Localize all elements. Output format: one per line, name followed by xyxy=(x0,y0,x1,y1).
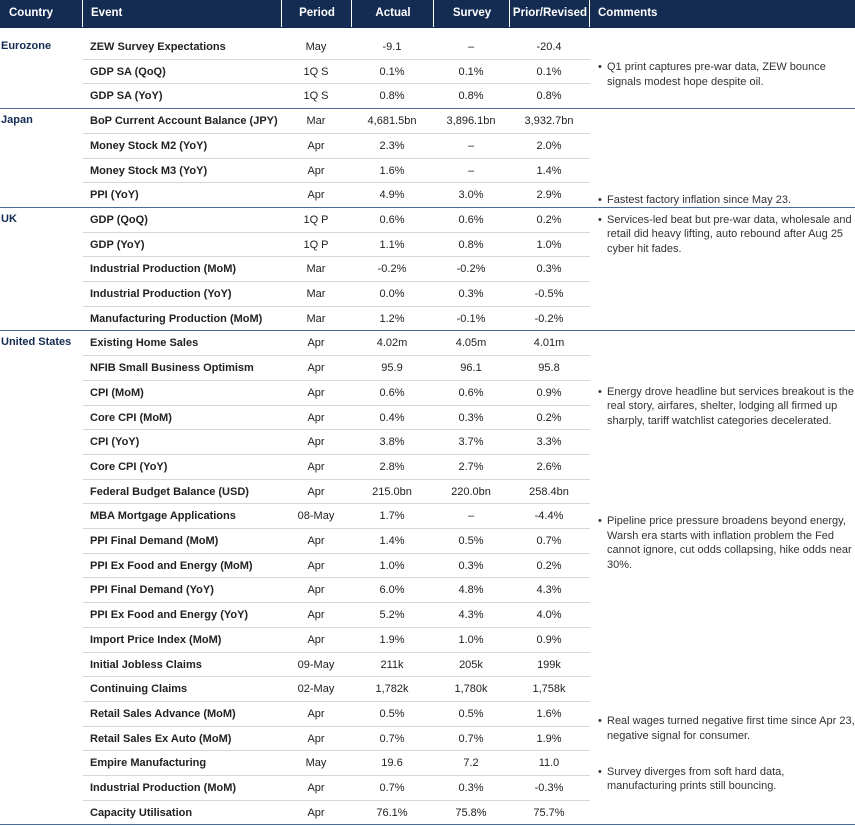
header-divider xyxy=(82,0,83,27)
period-cell: Mar xyxy=(306,312,326,325)
period-cell: 1Q P xyxy=(303,213,329,226)
event-cell: GDP (YoY) xyxy=(90,238,145,251)
survey-cell: 0.3% xyxy=(458,288,484,300)
actual-cell: 0.7% xyxy=(379,732,405,745)
event-cell: Industrial Production (MoM) xyxy=(90,782,237,794)
prior-revised-cell: 1,758k xyxy=(532,683,566,696)
period-cell: Apr xyxy=(307,732,325,745)
table-row xyxy=(83,554,590,579)
event-cell: Import Price Index (MoM) xyxy=(90,633,222,646)
period-cell: Apr xyxy=(307,485,325,498)
actual-cell: 0.8% xyxy=(379,90,405,103)
table-row xyxy=(83,406,590,431)
table-row xyxy=(83,307,590,332)
period-cell: Apr xyxy=(307,535,325,547)
prior-revised-cell: 0.8% xyxy=(536,90,562,103)
bullet-icon: • xyxy=(598,515,602,528)
event-cell: Core CPI (MoM) xyxy=(90,411,172,424)
event-cell: Retail Sales Advance (MoM) xyxy=(90,707,236,720)
period-cell: Mar xyxy=(306,115,326,128)
actual-cell: 6.0% xyxy=(379,584,405,597)
actual-cell: 211k xyxy=(380,658,404,671)
table-row xyxy=(83,356,590,381)
table-row xyxy=(83,183,590,208)
table-row xyxy=(83,430,590,455)
prior-revised-cell: -4.4% xyxy=(534,510,564,523)
actual-cell: 1.0% xyxy=(379,559,405,572)
actual-cell: 19.6 xyxy=(381,757,403,770)
survey-cell: – xyxy=(467,164,475,177)
actual-cell: 0.0% xyxy=(379,288,405,300)
survey-cell: 0.7% xyxy=(458,732,484,745)
prior-revised-cell: 75.7% xyxy=(533,806,565,819)
period-cell: Apr xyxy=(307,633,325,646)
survey-cell: -0.2% xyxy=(456,263,486,276)
survey-cell: 1.0% xyxy=(458,633,484,646)
table-row xyxy=(83,628,590,653)
period-cell: 1Q P xyxy=(303,238,329,251)
event-cell: BoP Current Account Balance (JPY) xyxy=(90,115,278,128)
event-cell: Empire Manufacturing xyxy=(90,757,207,770)
period-cell: Apr xyxy=(307,559,325,572)
survey-cell: 0.3% xyxy=(458,559,484,572)
event-cell: Industrial Production (MoM) xyxy=(90,263,237,276)
period-cell: Apr xyxy=(307,337,325,350)
survey-cell: 205k xyxy=(459,658,483,671)
table-row xyxy=(83,776,590,801)
event-cell: Manufacturing Production (MoM) xyxy=(90,312,263,325)
actual-cell: 2.8% xyxy=(379,460,405,473)
header-actual: Actual xyxy=(375,7,411,19)
prior-revised-cell: -0.2% xyxy=(534,312,564,325)
header-event: Event xyxy=(91,7,123,19)
event-cell: Money Stock M3 (YoY) xyxy=(90,164,208,177)
prior-revised-cell: 0.1% xyxy=(536,65,562,78)
table-row xyxy=(83,727,590,752)
prior-revised-cell: -0.3% xyxy=(534,782,564,794)
header-period: Period xyxy=(299,7,335,19)
comment-text: Q1 print captures pre-war data, ZEW bounce signals modest hope despite oil. xyxy=(607,61,826,88)
actual-cell: 1,782k xyxy=(375,683,409,696)
period-cell: Apr xyxy=(307,782,325,794)
actual-cell: 1.9% xyxy=(379,633,405,646)
period-cell: Apr xyxy=(307,139,325,152)
actual-cell: 4,681.5bn xyxy=(367,115,417,128)
table-row xyxy=(83,801,590,826)
bullet-icon: • xyxy=(598,715,602,728)
survey-cell: 3.7% xyxy=(458,436,484,449)
event-cell: Retail Sales Ex Auto (MoM) xyxy=(90,732,232,745)
period-cell: Mar xyxy=(306,288,326,300)
period-cell: Apr xyxy=(307,164,325,177)
survey-cell: 4.05m xyxy=(455,337,487,350)
table-row xyxy=(83,84,590,109)
event-cell: PPI Ex Food and Energy (YoY) xyxy=(90,609,249,622)
actual-cell: 215.0bn xyxy=(372,485,412,498)
header-country: Country xyxy=(9,7,54,19)
actual-cell: 2.3% xyxy=(379,139,405,152)
survey-cell: 75.8% xyxy=(455,806,487,819)
bullet-icon: • xyxy=(598,213,602,226)
actual-cell: 1.2% xyxy=(379,312,405,325)
table-header xyxy=(0,0,855,27)
event-cell: Initial Jobless Claims xyxy=(90,658,202,671)
table-row xyxy=(83,208,590,233)
event-cell: PPI Final Demand (YoY) xyxy=(90,584,214,597)
survey-cell: 220.0bn xyxy=(451,485,491,498)
comment-note xyxy=(598,765,855,794)
comment-text: Real wages turned negative first time since Apr 23, negative signal for consumer. xyxy=(607,715,855,742)
period-cell: Apr xyxy=(307,436,325,449)
actual-cell: 0.4% xyxy=(379,411,405,424)
survey-cell: 3,896.1bn xyxy=(446,115,496,128)
period-cell: Mar xyxy=(306,263,326,276)
table-row xyxy=(83,751,590,776)
survey-cell: – xyxy=(467,139,475,152)
country-label: United States xyxy=(1,336,72,349)
period-cell: 1Q S xyxy=(303,65,329,78)
period-cell: May xyxy=(305,41,327,53)
event-cell: PPI (YoY) xyxy=(90,189,139,202)
prior-revised-cell: 199k xyxy=(537,658,561,671)
event-cell: Core CPI (YoY) xyxy=(90,460,168,473)
prior-revised-cell: 1.9% xyxy=(536,732,562,745)
prior-revised-cell: 3.3% xyxy=(536,436,562,449)
actual-cell: 3.8% xyxy=(379,436,405,449)
survey-cell: 0.6% xyxy=(458,213,484,226)
table-row xyxy=(83,578,590,603)
actual-cell: 1.1% xyxy=(379,238,405,251)
prior-revised-cell: 1.0% xyxy=(536,238,562,251)
actual-cell: 4.9% xyxy=(379,189,405,202)
comment-text: Energy drove headline but services breakout is the real story, airfares, shelter, lodging all firmed up sharply, tariff watchlist categories decelerated. xyxy=(607,385,855,427)
table-row xyxy=(83,257,590,282)
prior-revised-cell: 2.6% xyxy=(536,460,562,473)
table-row xyxy=(83,455,590,480)
event-cell: GDP SA (QoQ) xyxy=(90,65,166,78)
table-row xyxy=(83,331,590,356)
event-cell: Capacity Utilisation xyxy=(90,806,193,819)
prior-revised-cell: 0.2% xyxy=(536,213,562,226)
actual-cell: 0.6% xyxy=(379,386,405,399)
prior-revised-cell: 0.9% xyxy=(536,386,562,399)
period-cell: Apr xyxy=(307,362,325,375)
event-cell: PPI Final Demand (MoM) xyxy=(90,535,219,547)
period-cell: Apr xyxy=(307,386,325,399)
comment-note xyxy=(598,385,855,429)
prior-revised-cell: 11.0 xyxy=(538,757,560,770)
period-cell: Apr xyxy=(307,609,325,622)
event-cell: Industrial Production (YoY) xyxy=(90,288,232,300)
prior-revised-cell: 1.6% xyxy=(536,707,562,720)
table-row xyxy=(83,159,590,184)
prior-revised-cell: 2.9% xyxy=(536,189,562,202)
table-row xyxy=(83,504,590,529)
survey-cell: 96.1 xyxy=(460,362,482,375)
prior-revised-cell: 0.2% xyxy=(536,411,562,424)
actual-cell: 4.02m xyxy=(376,337,408,350)
actual-cell: 0.6% xyxy=(379,213,405,226)
actual-cell: 5.2% xyxy=(379,609,405,622)
prior-revised-cell: -0.5% xyxy=(534,288,564,300)
bullet-icon: • xyxy=(598,61,602,74)
header-divider xyxy=(589,0,590,27)
country-label: Japan xyxy=(1,114,33,127)
prior-revised-cell: -20.4 xyxy=(536,41,562,53)
table-row xyxy=(83,529,590,554)
header-survey: Survey xyxy=(452,7,492,19)
event-cell: GDP SA (YoY) xyxy=(90,90,163,103)
survey-cell: 0.5% xyxy=(458,535,484,547)
actual-cell: 0.7% xyxy=(379,782,405,794)
actual-cell: 95.9 xyxy=(381,362,403,375)
comment-text: Services-led beat but pre-war data, wholesale and retail did heavy lifting, auto rebound after Aug 25 cyber hit fades. xyxy=(607,213,852,255)
comment-note xyxy=(598,514,855,572)
table-row xyxy=(83,677,590,702)
prior-revised-cell: 4.01m xyxy=(533,337,565,350)
prior-revised-cell: 0.3% xyxy=(536,263,562,276)
survey-cell: -0.1% xyxy=(456,312,486,325)
table-row xyxy=(83,653,590,678)
survey-cell: – xyxy=(467,41,475,53)
table-row xyxy=(83,282,590,307)
event-cell: MBA Mortgage Applications xyxy=(90,510,236,523)
table-row xyxy=(83,60,590,85)
event-cell: NFIB Small Business Optimism xyxy=(90,362,254,375)
survey-cell: 4.8% xyxy=(458,584,484,597)
event-cell: Money Stock M2 (YoY) xyxy=(90,139,208,152)
survey-cell: 0.8% xyxy=(458,238,484,251)
table-row xyxy=(83,35,590,60)
comment-note xyxy=(598,60,855,89)
table-row xyxy=(83,702,590,727)
actual-cell: 0.1% xyxy=(379,65,405,78)
survey-cell: 2.7% xyxy=(458,460,484,473)
group-divider xyxy=(0,824,855,825)
header-underline xyxy=(0,27,855,28)
prior-revised-cell: 3,932.7bn xyxy=(524,115,574,128)
prior-revised-cell: 0.7% xyxy=(536,535,562,547)
prior-revised-cell: 1.4% xyxy=(536,164,562,177)
event-cell: ZEW Survey Expectations xyxy=(90,41,226,53)
prior-revised-cell: 95.8 xyxy=(538,362,560,375)
bullet-icon: • xyxy=(598,385,602,398)
period-cell: 1Q S xyxy=(303,90,329,103)
bullet-icon: • xyxy=(598,765,602,778)
table-row xyxy=(83,480,590,505)
prior-revised-cell: 0.9% xyxy=(536,633,562,646)
period-cell: 02-May xyxy=(297,683,335,696)
event-cell: Federal Budget Balance (USD) xyxy=(90,485,249,498)
comment-text: Survey diverges from soft hard data, manufacturing prints still bouncing. xyxy=(607,765,785,793)
event-cell: Existing Home Sales xyxy=(90,337,199,350)
table-row xyxy=(83,233,590,258)
country-label: UK xyxy=(1,212,17,225)
table-row xyxy=(83,109,590,134)
survey-cell: 0.5% xyxy=(458,707,484,720)
prior-revised-cell: 4.0% xyxy=(536,609,562,622)
header-prior-revised: Prior/Revised xyxy=(512,7,588,19)
comment-text: Fastest factory inflation since May 23. xyxy=(607,194,792,207)
survey-cell: – xyxy=(467,510,475,523)
table-row xyxy=(83,381,590,406)
period-cell: Apr xyxy=(307,189,325,202)
comment-note xyxy=(598,193,855,208)
actual-cell: 1.4% xyxy=(379,535,405,547)
period-cell: Apr xyxy=(307,411,325,424)
table-row xyxy=(83,134,590,159)
country-label: Eurozone xyxy=(1,40,52,52)
actual-cell: 1.6% xyxy=(379,164,405,177)
period-cell: May xyxy=(305,757,327,770)
prior-revised-cell: 258.4bn xyxy=(529,485,569,498)
period-cell: Apr xyxy=(307,460,325,473)
event-cell: GDP (QoQ) xyxy=(90,213,148,226)
table-row xyxy=(83,603,590,628)
period-cell: Apr xyxy=(307,806,325,819)
survey-cell: 0.3% xyxy=(458,411,484,424)
event-cell: CPI (YoY) xyxy=(90,436,140,449)
actual-cell: -0.2% xyxy=(377,263,407,276)
comment-text: Pipeline price pressure broadens beyond energy, Warsh era starts with inflation problem the Fed cannot ignore, cut odds collapsing, hike odds near 30%. xyxy=(607,515,852,571)
survey-cell: 4.3% xyxy=(458,609,484,622)
survey-cell: 3.0% xyxy=(458,189,484,202)
period-cell: 08-May xyxy=(297,510,335,523)
period-cell: 09-May xyxy=(297,658,335,671)
period-cell: Apr xyxy=(307,707,325,720)
comment-note xyxy=(598,213,855,257)
prior-revised-cell: 2.0% xyxy=(536,139,562,152)
bullet-icon: • xyxy=(598,194,602,207)
actual-cell: -9.1 xyxy=(382,41,402,53)
survey-cell: 0.8% xyxy=(458,90,484,103)
actual-cell: 76.1% xyxy=(376,806,408,819)
survey-cell: 0.3% xyxy=(458,782,484,794)
survey-cell: 1,780k xyxy=(454,683,488,696)
comment-note xyxy=(598,714,855,743)
event-cell: Continuing Claims xyxy=(90,683,188,696)
prior-revised-cell: 0.2% xyxy=(536,559,562,572)
survey-cell: 7.2 xyxy=(463,757,479,770)
period-cell: Apr xyxy=(307,584,325,597)
survey-cell: 0.1% xyxy=(458,65,484,78)
event-cell: CPI (MoM) xyxy=(90,386,144,399)
actual-cell: 1.7% xyxy=(379,510,405,523)
event-cell: PPI Ex Food and Energy (MoM) xyxy=(90,559,253,572)
prior-revised-cell: 4.3% xyxy=(536,584,562,597)
actual-cell: 0.5% xyxy=(379,707,405,720)
survey-cell: 0.6% xyxy=(458,386,484,399)
header-comments: Comments xyxy=(598,7,658,19)
